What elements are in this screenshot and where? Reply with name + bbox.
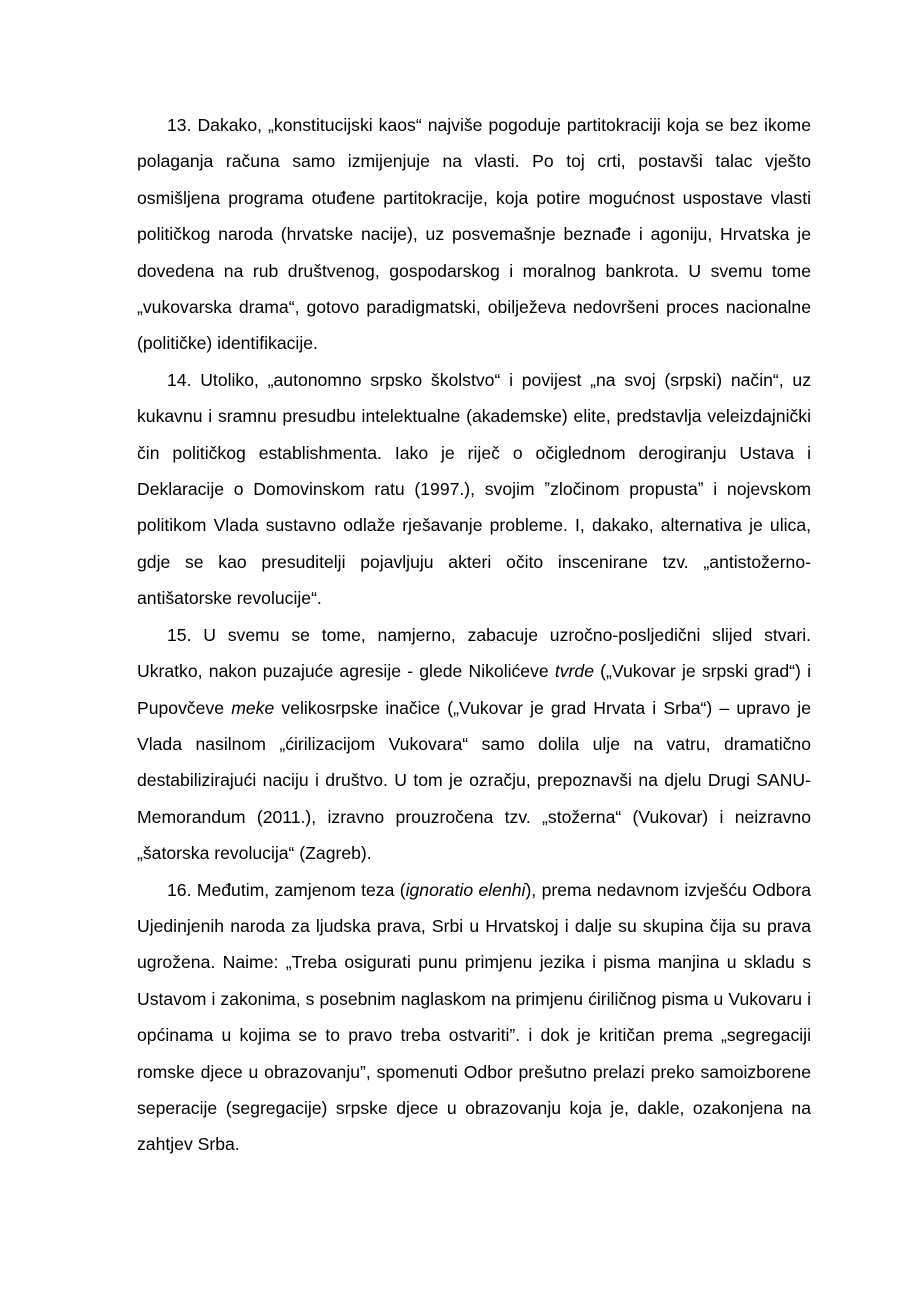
paragraph-13 — [137, 107, 811, 362]
paragraph-text: 13. Dakako, „konstitucijski kaos“ najviše pogoduje partitokraciji koja se bez ikome polaganja računa samo izmijenjuje na vlasti. Po toj crti, postavši talac vješto osmišljena programa otuđene partitokracije, koja potire mogućnost uspostave vlasti političkog naroda (hrvatske nacije), uz posvemašnje beznađe i agoniju, Hrvatska je dovedena na rub društvenog, gospodarskog i moralnog bankrota. U svemu tome „vukovarska drama“, gotovo paradigmatski, obilježeva nedovršeni proces nacionalne (političke) identifikacije. — [137, 115, 811, 354]
paragraph-16 — [137, 872, 811, 1163]
paragraph-14 — [137, 362, 811, 617]
document-page — [137, 107, 811, 1163]
italic-term-meke: meke — [231, 697, 275, 718]
italic-term-tvrde: tvrde — [554, 661, 594, 682]
paragraph-text: 16. Međutim, zamjenom teza ( — [167, 879, 406, 900]
paragraph-text: ), prema nedavnom izvješću Odbora Ujedinjenih naroda za ljudska prava, Srbi u Hrvatskoj i dalje su skupina čija su prava ugrožena. Naime: „Treba osigurati punu primjenu jezika i pisma manjina u skladu s Ustavom i zakonima, s posebnim naglaskom na primjenu ćiriličnog pisma u Vukovaru i općinama u kojima se to pravo treba ostvariti”. i dok je kritičan prema „segregaciji romske djece u obrazovanju”, spomenuti Odbor prešutno prelazi preko samoizborene seperacije (segregacije) srpske djece u obrazovanju koja je, dakle, ozakonjena na zahtjev Srba. — [137, 879, 811, 1155]
paragraph-text: („Vukovar je srpski grad“) i Pupovčeve — [137, 661, 811, 718]
italic-term-ignoratio-elenhi: ignoratio elenhi — [405, 879, 526, 900]
paragraph-text: 15. U svemu se tome, namjerno, zabacuje uzročno-posljedični slijed stvari. Ukratko, nakon puzajuće agresije - glede Nikolićeve — [137, 624, 811, 682]
paragraph-text: velikosrpske inačice („Vukovar je grad Hrvata i Srba“) – upravo je Vlada nasilnom „ćirilizacijom Vukovara“ samo dolila ulje na vatru, dramatično destabilizirajući naciju i društvo. U tom je ozračju, prepoznavši na djelu Drugi SANU-Memorandum (2011.), izravno prouzročena tzv. „stožerna“ (Vukovar) i neizravno „šatorska revolucija“ (Zagreb). — [137, 697, 811, 864]
paragraph-text: 14. Utoliko, „autonomno srpsko školstvo“ i povijest „na svoj (srpski) način“, uz kukavnu i sramnu presudbu intelektualne (akademske) elite, predstavlja veleizdajnički čin političkog establishmenta. Iako je riječ o očiglednom derogiranju Ustava i Deklaracije o Domovinskom ratu (1997.), svojim ˮzločinom propustaˮ i nojevskom politikom Vlada sustavno odlaže rješavanje probleme. I, dakako, alternativa je ulica, gdje se kao presuditelji pojavljuju akteri očito inscenirane tzv. „antistožerno-antišatorske revolucije“. — [137, 369, 811, 609]
paragraph-15 — [137, 617, 811, 872]
